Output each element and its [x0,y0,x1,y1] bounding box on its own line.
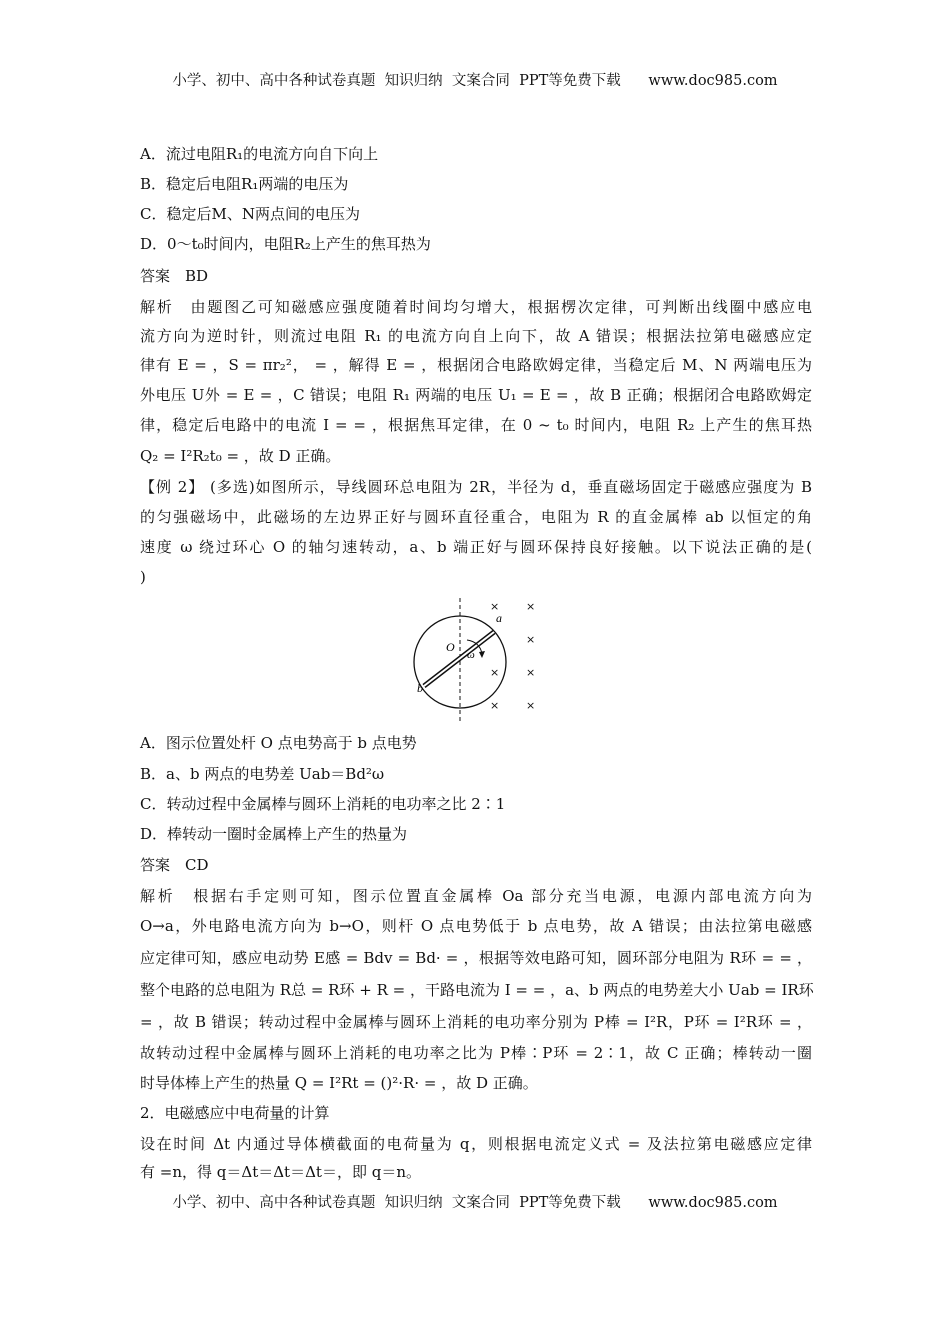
q2-analysis-line: 故转动过程中金属棒与圆环上消耗的电功率之比为 P棒∶P环 = 2∶1，故 C 正确；棒转动一圈 [140,1044,812,1062]
q2-stem-line: ) [140,568,146,586]
q2-analysis-line: = ，故 B 错误；转动过程中金属棒与圆环上消耗的电功率分别为 P棒 = I²R，P环 = I²R环 = ， [140,1013,812,1031]
q2-analysis-line: O→a，外电路电流方向为 b→O，则杆 O 点电势低于 b 点电势，故 A 错误；由法拉第电磁感 [140,917,812,935]
q1-option-c: C．稳定后M、N两点间的电压为 [140,205,360,223]
label-a: a [496,611,502,625]
page-footer: 小学、初中、高中各种试卷真题 知识归纳 文案合同 PPT等免费下载 www.doc985.com [172,1195,778,1211]
label-b: b [417,681,423,695]
q2-analysis-line: 解析 根据右手定则可知，图示位置直金属棒 Oa 部分充当电源，电源内部电流方向为 [140,887,812,905]
q1-analysis-line: 解析 由题图乙可知磁感应强度随着时间均匀增大，根据楞次定律，可判断出线圈中感应电 [140,298,812,316]
field-mark: × [490,666,500,679]
q1-answer: 答案 BD [140,267,209,285]
rotation-arrowhead [479,651,485,658]
field-mark: × [526,666,536,679]
q2-stem-line: 【例 2】 (多选)如图所示，导线圆环总电阻为 2R，半径为 d，垂直磁场固定于磁感应强度为 B [140,478,812,496]
field-mark: × [526,600,536,613]
q2-option-d: D．棒转动一圈时金属棒上产生的热量为 [140,825,408,843]
page-header: 小学、初中、高中各种试卷真题 知识归纳 文案合同 PPT等免费下载 www.doc985.com [172,73,778,89]
q1-option-a: A．流过电阻R₁的电流方向自下向上 [140,145,379,163]
q2-answer: 答案 CD [140,856,209,874]
rotating-rod-figure [405,596,545,726]
section-text-line: 设在时间 Δt 内通过导体横截面的电荷量为 q，则根据电流定义式 = 及法拉第电磁感应定律 [140,1135,812,1153]
q2-analysis-line: 应定律可知，感应电动势 E感 = Bdv = Bd· = ，根据等效电路可知，圆环部分电阻为 R环 = = ， [140,949,812,967]
q2-option-b: B．a、b 两点的电势差 Uab＝Bd²ω [140,765,385,783]
q1-analysis-line: 律有 E = ，S = πr₂²， = ，解得 E = ，根据闭合电路欧姆定律，当稳定后 M、N 两端电压为 [140,356,812,374]
section-title: 2．电磁感应中电荷量的计算 [140,1104,330,1122]
q2-stem-line: 速度 ω 绕过环心 O 的轴匀速转动，a、b 端正好与圆环保持良好接触。以下说法正确的是( [140,538,812,556]
label-omega: ω [467,649,475,661]
q2-analysis-line: 时导体棒上产生的热量 Q = I²Rt = ()²·R· = ，故 D 正确。 [140,1074,538,1092]
field-mark: × [490,600,500,613]
q1-option-d: D．0～t₀时间内，电阻R₂上产生的焦耳热为 [140,235,431,253]
q2-option-c: C．转动过程中金属棒与圆环上消耗的电功率之比 2∶1 [140,795,506,813]
field-mark: × [526,633,536,646]
q1-analysis-line: 外电压 U外 = E = ，C 错误；电阻 R₁ 两端的电压 U₁ = E = ，故 B 正确；根据闭合电路欧姆定 [140,386,812,404]
q1-analysis-line: Q₂ = I²R₂t₀ = ，故 D 正确。 [140,447,341,465]
q2-stem-line: 的匀强磁场中，此磁场的左边界正好与圆环直径重合，电阻为 R 的直金属棒 ab 以恒定的角 [140,508,812,526]
q2-option-a: A．图示位置处杆 O 点电势高于 b 点电势 [140,734,417,752]
q1-analysis-line: 流方向为逆时针，则流过电阻 R₁ 的电流方向自上向下，故 A 错误；根据法拉第电磁感应定 [140,327,812,345]
q1-option-b: B．稳定后电阻R₁两端的电压为 [140,175,349,193]
metal-rod-inner [424,632,494,686]
q1-analysis-line: 律，稳定后电路中的电流 I = = ，根据焦耳定律，在 0 ~ t₀ 时间内，电阻 R₂ 上产生的焦耳热 [140,416,812,434]
section-text-line: 有 =n，得 q＝Δt＝Δt＝Δt＝，即 q＝n。 [140,1163,421,1181]
label-o: O [446,640,455,654]
field-mark: × [526,699,536,712]
q2-analysis-line: 整个电路的总电阻为 R总 = R环 + R = ，干路电流为 I = = ，a、b 两点的电势差大小 Uab = IR环 [140,981,814,999]
field-mark: × [490,699,500,712]
